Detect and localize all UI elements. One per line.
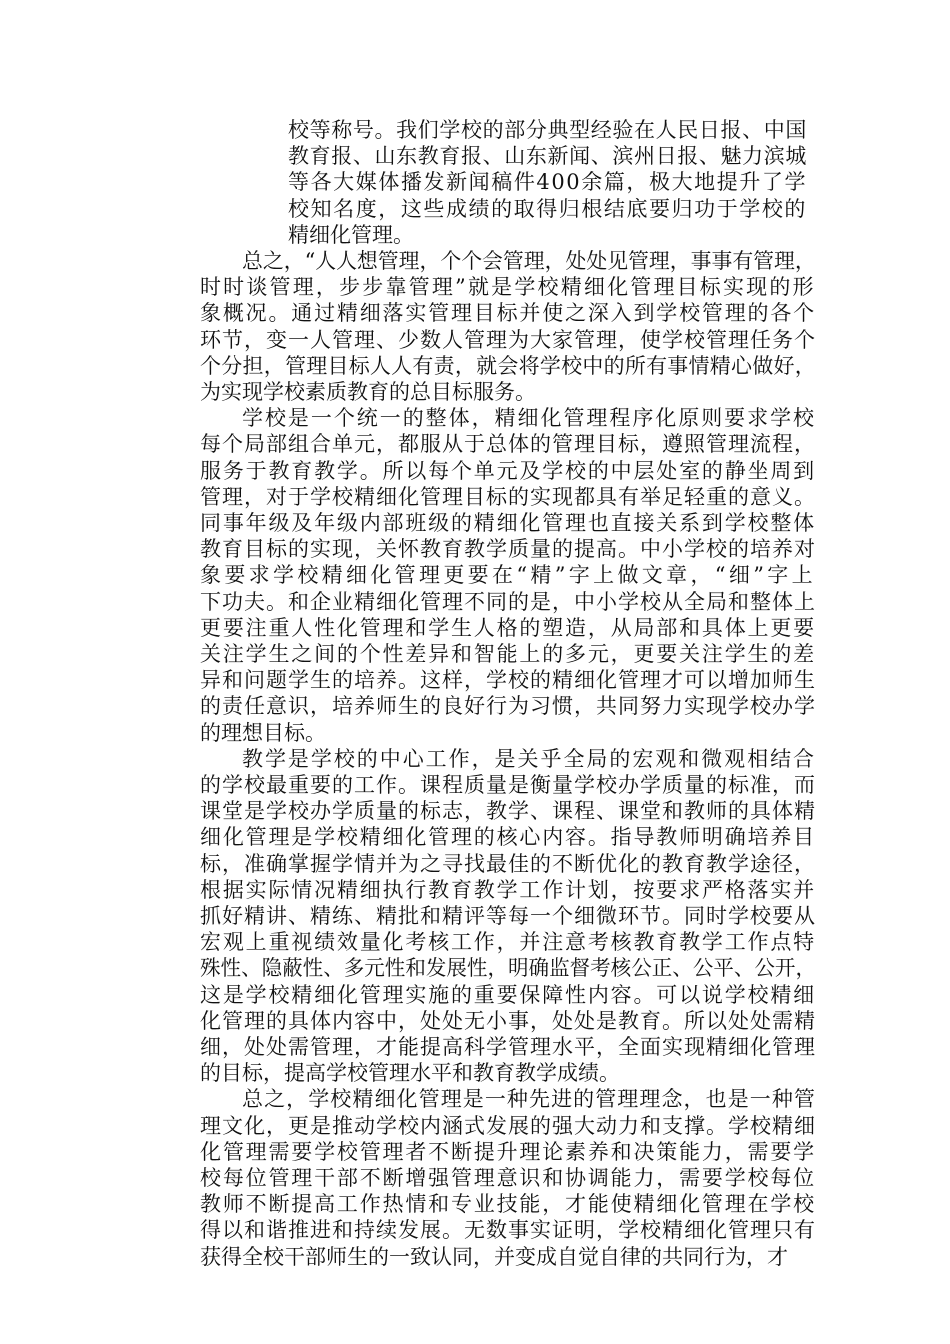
paragraph-line: 的责任意识，培养师生的良好行为习惯，共同努力实现学校办学 [200, 694, 816, 719]
paragraph-line: 象要求学校精细化管理更要在“精”字上做文章，“细”字上 [200, 563, 816, 588]
paragraph-line: 根据实际情况精细执行教育教学工作计划，按要求严格落实并 [200, 877, 816, 902]
paragraph-line: 细化管理是学校精细化管理的核心内容。指导教师明确培养目 [200, 825, 816, 850]
paragraph-line: 抓好精讲、精练、精批和精评等每一个细微环节。同时学校要从 [200, 904, 816, 928]
paragraph-line: 教师不断提高工作热情和专业技能，才能使精细化管理在学校 [200, 1192, 816, 1217]
paragraph-line: 学校是一个统一的整体，精细化管理程序化原则要求学校 [242, 406, 816, 431]
paragraph-line: 化管理需要学校管理者不断提升理论素养和决策能力，需要学 [200, 1139, 816, 1164]
paragraph-line: 这是学校精细化管理实施的重要保障性内容。可以说学校精细 [200, 982, 816, 1007]
paragraph-line: 异和问题学生的培养。这样，学校的精细化管理才可以增加师生 [200, 668, 816, 693]
paragraph-line: 殊性、隐蔽性、多元性和发展性，明确监督考核公正、公平、公开， [200, 956, 816, 981]
paragraph-line: 课堂是学校办学质量的标志，教学、课程、课堂和教师的具体精 [200, 799, 816, 824]
paragraph-line: 得以和谐推进和持续发展。无数事实证明，学校精细化管理只有 [200, 1218, 816, 1243]
paragraph-line: 总之，学校精细化管理是一种先进的管理理念，也是一种管 [242, 1087, 816, 1112]
quote-line: 教育报、山东教育报、山东新闻、滨州日报、魅力滨城 [288, 144, 807, 169]
paragraph-line: 的目标，提高学校管理水平和教育教学成绩。 [200, 1061, 620, 1086]
quote-line: 校等称号。我们学校的部分典型经验在人民日报、中国 [288, 118, 807, 142]
paragraph-line: 下功夫。和企业精细化管理不同的是，中小学校从全局和整体上 [200, 589, 816, 614]
paragraph-line: 教学是学校的中心工作，是关乎全局的宏观和微观相结合 [242, 746, 816, 771]
quote-line: 精细化管理。 [288, 222, 414, 247]
paragraph-line: 教育目标的实现，关怀教育教学质量的提高。中小学校的培养对 [200, 537, 816, 562]
paragraph-line: 的理想目标。 [200, 720, 326, 745]
paragraph-line: 理文化，更是推动学校内涵式发展的强大动力和支撑。学校精细 [200, 1113, 816, 1138]
paragraph-line: 为实现学校素质教育的总目标服务。 [200, 380, 536, 404]
paragraph-line: 关注学生之间的个性差异和智能上的多元，更要关注学生的差 [200, 642, 816, 666]
paragraph-line: 标，准确掌握学情并为之寻找最佳的不断优化的教育教学途径， [200, 851, 816, 876]
paragraph-line: 校每位管理干部不断增强管理意识和协调能力，需要学校每位 [200, 1166, 816, 1190]
paragraph-line: 时时谈管理，步步靠管理”就是学校精细化管理目标实现的形 [200, 275, 816, 300]
paragraph-line: 化管理的具体内容中，处处无小事，处处是教育。所以处处需精 [200, 1008, 816, 1033]
paragraph-line: 更要注重人性化管理和学生人格的塑造，从局部和具体上更要 [200, 615, 816, 640]
paragraph-line: 管理，对于学校精细化管理目标的实现都具有举足轻重的意义。 [200, 484, 816, 509]
paragraph-line: 宏观上重视绩效量化考核工作，并注意考核教育教学工作点特 [200, 930, 816, 955]
paragraph-line: 的学校最重要的工作。课程质量是衡量学校办学质量的标准，而 [200, 773, 816, 797]
paragraph-line: 总之，“人人想管理，个个会管理，处处见管理，事事有管理， [242, 249, 816, 273]
paragraph-line: 环节，变一人管理、少数人管理为大家管理，使学校管理任务个 [200, 327, 816, 352]
paragraph-line: 每个局部组合单元，都服从于总体的管理目标，遵照管理流程， [200, 432, 816, 457]
quote-line: 等各大媒体播发新闻稿件400余篇，极大地提升了学 [288, 170, 808, 195]
paragraph-line: 象概况。通过精细落实管理目标并使之深入到学校管理的各个 [200, 301, 816, 326]
paragraph-line: 服务于教育教学。所以每个单元及学校的中层处室的静坐周到 [200, 458, 816, 483]
paragraph-line: 细，处处需管理，才能提高科学管理水平，全面实现精细化管理 [200, 1035, 816, 1059]
paragraph-line: 获得全校干部师生的一致认同，并变成自觉自律的共同行为，才 [200, 1244, 788, 1269]
quote-line: 校知名度，这些成绩的取得归根结底要归功于学校的 [288, 196, 807, 221]
paragraph-line: 同事年级及年级内部班级的精细化管理也直接关系到学校整体 [200, 511, 816, 535]
paragraph-line: 个分担，管理目标人人有责，就会将学校中的所有事情精心做好， [200, 353, 816, 378]
